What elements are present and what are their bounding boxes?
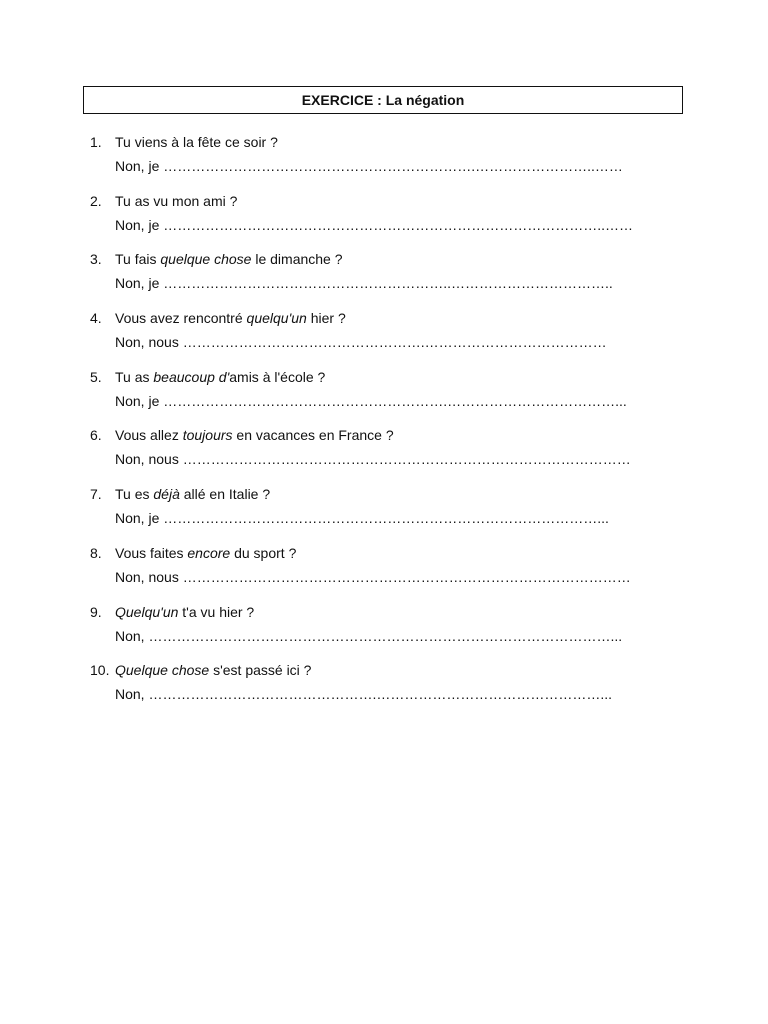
answer-prefix: Non, nous — [115, 568, 179, 585]
question-italic: Quelque chose — [115, 662, 210, 679]
question-number: 1. — [90, 134, 102, 150]
question-text: Vous faites — [115, 544, 188, 561]
question-number: 3. — [90, 251, 102, 268]
answer-prefix: Non, — [115, 686, 145, 703]
answer-prefix: Non, je — [115, 158, 160, 174]
question-number: 7. — [90, 486, 102, 503]
answer-prefix: Non, je — [115, 392, 160, 409]
answer-prefix: Non, je — [115, 275, 160, 292]
exercise-item-1 — [90, 131, 690, 190]
answer-line[interactable] — [115, 625, 622, 647]
question-line — [90, 190, 237, 212]
question-text-end: hier ? — [306, 310, 346, 327]
question-number: 8. — [90, 544, 102, 561]
question-text: Tu as — [115, 368, 154, 385]
answer-blank[interactable]: ……………………………………………………..…………………………….. — [163, 275, 613, 292]
question-italic: Quelqu'un — [115, 603, 179, 620]
question-text-end: le dimanche ? — [251, 251, 343, 268]
answer-line[interactable] — [115, 566, 631, 588]
answer-line[interactable] — [115, 683, 612, 705]
answer-blank[interactable]: ………………………………………………………….……………………..…… — [163, 158, 623, 174]
answer-line[interactable] — [115, 390, 627, 412]
question-text: Tu viens à la fête ce soir ? — [115, 134, 278, 150]
answer-blank[interactable]: …………………………………………………………………………………... — [163, 510, 609, 527]
question-number: 6. — [90, 427, 102, 444]
exercise-item-7 — [90, 483, 690, 542]
question-italic: beaucoup d' — [153, 368, 230, 385]
answer-prefix: Non, nous — [115, 334, 179, 351]
answer-blank[interactable]: …………………………………………………………………………………… — [182, 451, 631, 468]
question-line — [90, 307, 346, 329]
exercise-item-5 — [90, 366, 690, 425]
exercise-item-6 — [90, 424, 690, 483]
question-italic: quelqu'un — [246, 310, 307, 327]
exercise-title: EXERCICE : La négation — [301, 92, 465, 108]
question-text: Vous avez rencontré — [115, 310, 247, 327]
question-number: 2. — [90, 192, 102, 209]
question-line — [90, 601, 254, 623]
question-number: 10. — [90, 662, 110, 679]
question-number: 9. — [90, 603, 102, 620]
question-italic: encore — [187, 544, 231, 561]
question-line — [90, 483, 270, 505]
answer-prefix: Non, nous — [115, 451, 179, 468]
answer-blank[interactable]: ………………………………………….…………………………………………... — [148, 686, 613, 703]
question-text: Tu es — [115, 486, 154, 503]
question-text: Tu fais — [115, 251, 161, 268]
question-italic: toujours — [182, 427, 233, 444]
question-text: Tu as vu mon ami ? — [115, 192, 238, 209]
answer-blank[interactable]: …………………………………………….………………………………… — [182, 334, 607, 351]
question-number: 4. — [90, 310, 102, 327]
question-line — [90, 131, 278, 153]
exercise-item-4 — [90, 307, 690, 366]
answer-line[interactable] — [115, 448, 631, 470]
question-text-end: t'a vu hier ? — [178, 603, 255, 620]
exercise-item-9 — [90, 601, 690, 660]
question-text-end: du sport ? — [230, 544, 297, 561]
exercise-item-2 — [90, 190, 690, 249]
question-italic: quelque chose — [160, 251, 252, 268]
question-text-end: s'est passé ici ? — [209, 662, 312, 679]
answer-line[interactable] — [115, 507, 609, 529]
question-text: Vous allez — [115, 427, 183, 444]
answer-prefix: Non, — [115, 627, 145, 644]
question-italic: déjà — [153, 486, 180, 503]
answer-prefix: Non, je — [115, 510, 160, 527]
question-line — [90, 424, 394, 446]
answer-line[interactable] — [115, 214, 633, 236]
exercise-item-10 — [90, 659, 690, 718]
exercise-item-3 — [90, 248, 690, 307]
answer-prefix: Non, je — [115, 216, 160, 233]
answer-line[interactable] — [115, 331, 607, 353]
question-line — [90, 366, 325, 388]
question-text-end: amis à l'école ? — [229, 368, 326, 385]
question-text-end: en vacances en France ? — [232, 427, 394, 444]
exercise-title-box — [83, 86, 683, 114]
answer-blank[interactable]: …………………………………………………….………………………………... — [163, 392, 627, 409]
question-text-end: allé en Italie ? — [179, 486, 271, 503]
question-line — [90, 248, 343, 270]
answer-blank[interactable]: …………………………………………………………………………………… — [182, 568, 631, 585]
answer-line[interactable] — [115, 272, 613, 294]
question-number: 5. — [90, 368, 102, 385]
question-line — [90, 542, 296, 564]
question-line — [90, 659, 311, 681]
exercise-item-8 — [90, 542, 690, 601]
exercise-list — [90, 131, 690, 718]
answer-blank[interactable]: ………………………………………………………………………………………... — [148, 627, 623, 644]
answer-line[interactable] — [115, 155, 623, 177]
answer-blank[interactable]: …………………………………………………………………………………..…… — [163, 216, 634, 233]
